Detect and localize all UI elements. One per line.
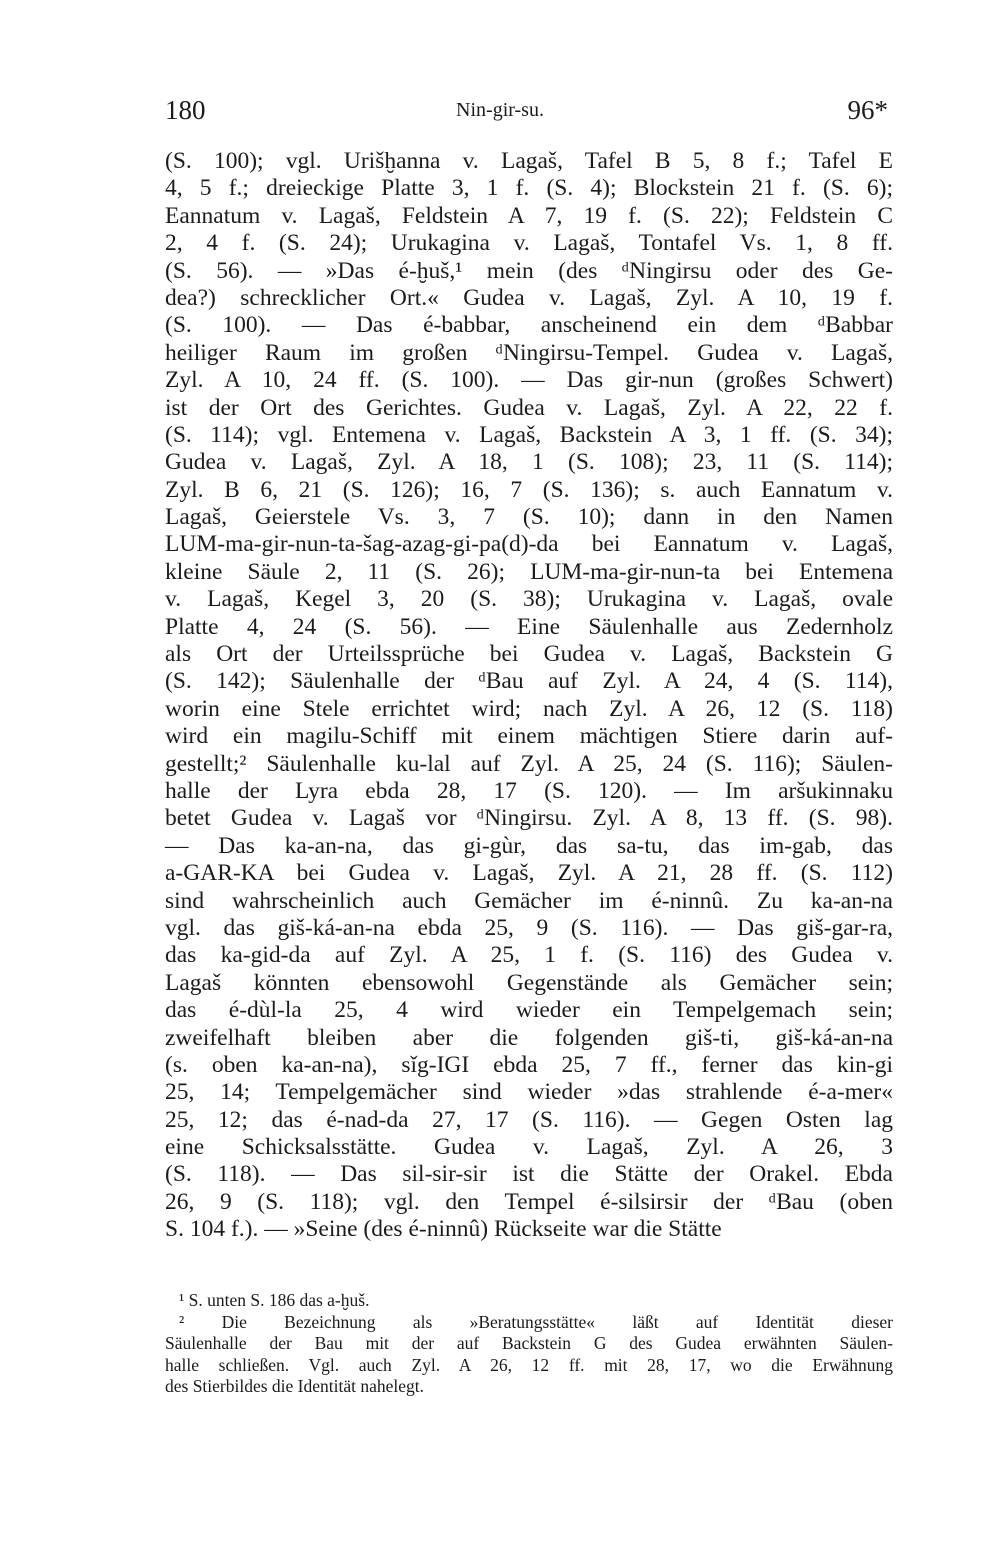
- text-line: heiliger Raum im großen ᵈNingirsu-Tempel. Gudea v. Lagaš,: [165, 339, 893, 366]
- text-line: 25, 12; das é-nad-da 27, 17 (S. 116). — Gegen Osten lag: [165, 1106, 893, 1133]
- text-line: (S. 114); vgl. Entemena v. Lagaš, Backstein A 3, 1 ff. (S. 34);: [165, 421, 893, 448]
- text-line: (S. 100). — Das é-babbar, anscheinend ein dem ᵈBabbar: [165, 312, 893, 339]
- text-line: (S. 56). — »Das é-ḫuš,¹ mein (des ᵈNingirsu oder des Ge-: [165, 257, 893, 284]
- text-line: v. Lagaš, Kegel 3, 20 (S. 38); Urukagina v. Lagaš, ovale: [165, 586, 893, 613]
- text-line: halle der Lyra ebda 28, 17 (S. 120). — Im aršukinnaku: [165, 777, 893, 804]
- footnote-line: halle schließen. Vgl. auch Zyl. A 26, 12 ff. mit 28, 17, wo die Erwähnung: [165, 1354, 893, 1375]
- page-number: 180: [165, 95, 206, 125]
- text-line: Lagaš könnten ebensowohl Gegenstände als Gemächer sein;: [165, 969, 893, 996]
- footnote-line: ² Die Bezeichnung als »Beratungsstätte« läßt auf Identität dieser: [179, 1311, 893, 1332]
- text-line: (S. 142); Säulenhalle der ᵈBau auf Zyl. A 24, 4 (S. 114),: [165, 668, 893, 695]
- text-line: Platte 4, 24 (S. 56). — Eine Säulenhalle aus Zedernholz: [165, 613, 893, 640]
- text-line: 25, 14; Tempelgemächer sind wieder »das strahlende é-a-mer«: [165, 1079, 893, 1106]
- text-line: 4, 5 f.; dreieckige Platte 3, 1 f. (S. 4); Blockstein 21 f. (S. 6);: [165, 175, 893, 202]
- text-line: Zyl. A 10, 24 ff. (S. 100). — Das gir-nun (großes Schwert): [165, 367, 893, 394]
- text-line: Lagaš, Geierstele Vs. 3, 7 (S. 10); dann in den Namen: [165, 504, 893, 531]
- text-line: ist der Ort des Gerichtes. Gudea v. Lagaš, Zyl. A 22, 22 f.: [165, 394, 893, 421]
- footnote-line: Säulenhalle der Bau mit der auf Backstein G des Gudea erwähnten Säulen-: [165, 1333, 893, 1353]
- text-line: 26, 9 (S. 118); vgl. den Tempel é-silsirsir der ᵈBau (oben: [165, 1188, 893, 1215]
- footnote-line: ¹ S. unten S. 186 das a-ḫuš.: [179, 1290, 370, 1310]
- text-line: LUM-ma-gir-nun-ta-šag-azag-gi-pa(d)-da bei Eannatum v. Lagaš,: [165, 531, 893, 558]
- text-line: vgl. das giš-ká-an-na ebda 25, 9 (S. 116). — Das giš-gar-ra,: [165, 914, 893, 941]
- text-line: (s. oben ka-an-na), sǐg-IGI ebda 25, 7 ff., ferner das kin-gi: [165, 1051, 893, 1078]
- text-line: dea?) schrecklicher Ort.« Gudea v. Lagaš, Zyl. A 10, 19 f.: [165, 284, 893, 311]
- text-line: S. 104 f.). — »Seine (des é-ninnû) Rückseite war die Stätte: [165, 1216, 722, 1243]
- text-line: betet Gudea v. Lagaš vor ᵈNingirsu. Zyl. A 8, 13 ff. (S. 98).: [165, 805, 893, 832]
- text-line: (S. 118). — Das sil-sir-sir ist die Stätte der Orakel. Ebda: [165, 1161, 893, 1188]
- running-title: Nin-gir-su.: [456, 99, 544, 121]
- text-line: Eannatum v. Lagaš, Feldstein A 7, 19 f. (S. 22); Feldstein C: [165, 202, 893, 229]
- body-text: [165, 148, 893, 1244]
- section-number: 96*: [847, 95, 888, 125]
- text-line: sind wahrscheinlich auch Gemächer im é-ninnû. Zu ka-an-na: [165, 887, 893, 914]
- text-line: wird ein magilu-Schiff mit einem mächtigen Stiere darin auf-: [165, 723, 893, 750]
- text-line: 2, 4 f. (S. 24); Urukagina v. Lagaš, Tontafel Vs. 1, 8 ff.: [165, 230, 893, 257]
- text-line: worin eine Stele errichtet wird; nach Zyl. A 26, 12 (S. 118): [165, 695, 893, 722]
- text-line: — Das ka-an-na, das gi-gùr, das sa-tu, das im-gab, das: [165, 832, 893, 859]
- text-line: das ka-gid-da auf Zyl. A 25, 1 f. (S. 116) des Gudea v.: [165, 942, 893, 969]
- text-line: a-GAR-KA bei Gudea v. Lagaš, Zyl. A 21, 28 ff. (S. 112): [165, 860, 893, 887]
- text-line: Zyl. B 6, 21 (S. 126); 16, 7 (S. 136); s. auch Eannatum v.: [165, 476, 893, 503]
- text-line: zweifelhaft bleiben aber die folgenden giš-ti, giš-ká-an-na: [165, 1024, 893, 1051]
- text-line: das é-dùl-la 25, 4 wird wieder ein Tempelgemach sein;: [165, 997, 893, 1024]
- text-line: kleine Säule 2, 11 (S. 26); LUM-ma-gir-nun-ta bei Entemena: [165, 558, 893, 585]
- text-line: eine Schicksalsstätte. Gudea v. Lagaš, Zyl. A 26, 3: [165, 1134, 893, 1161]
- footnotes: [165, 1290, 893, 1398]
- text-line: (S. 100); vgl. Urišḫanna v. Lagaš, Tafel B 5, 8 f.; Tafel E: [165, 148, 893, 174]
- text-line: Gudea v. Lagaš, Zyl. A 18, 1 (S. 108); 23, 11 (S. 114);: [165, 449, 893, 476]
- footnote-line: des Stierbildes die Identität nahelegt.: [165, 1376, 425, 1396]
- text-line: gestellt;² Säulenhalle ku-lal auf Zyl. A 25, 24 (S. 116); Säulen-: [165, 750, 893, 777]
- text-line: als Ort der Urteilssprüche bei Gudea v. Lagaš, Backstein G: [165, 641, 893, 668]
